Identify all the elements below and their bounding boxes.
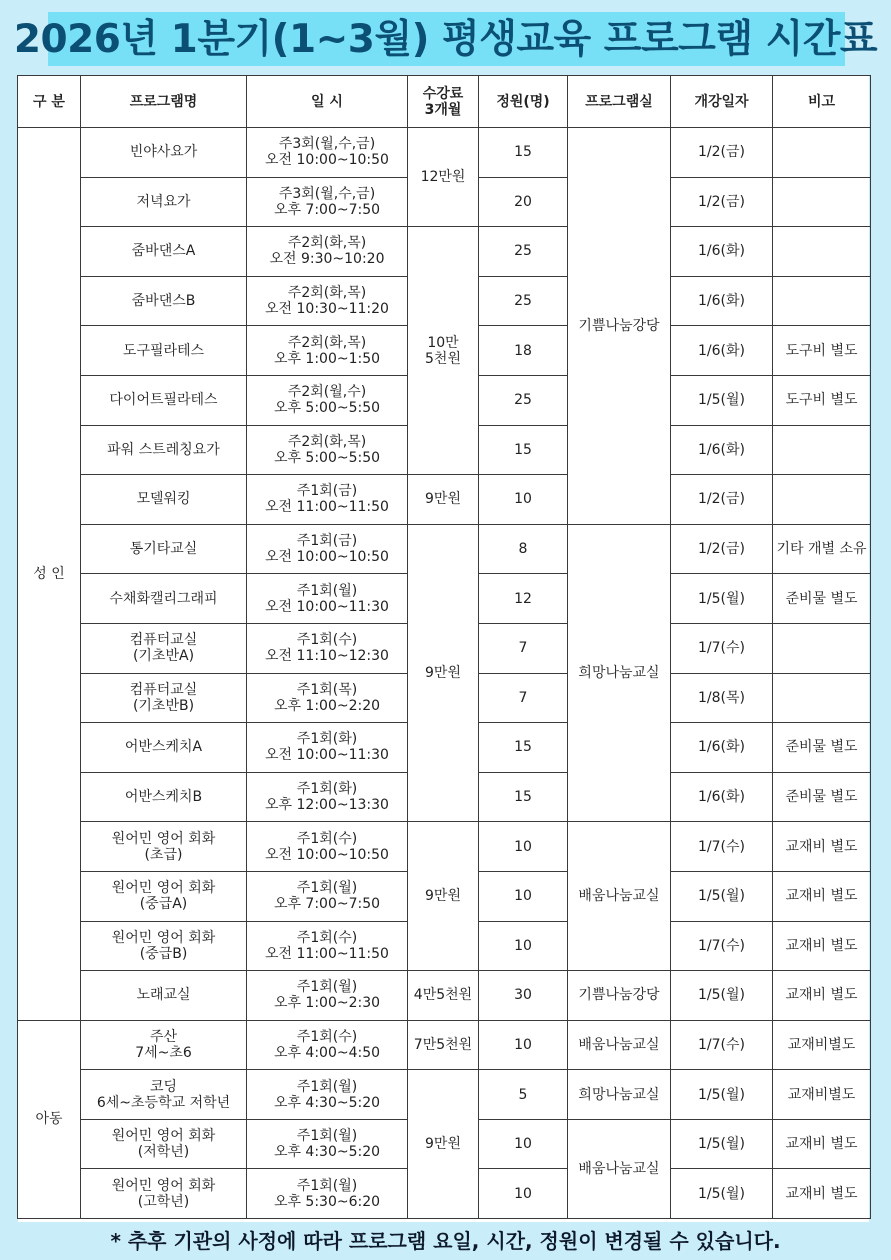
fee-cell: 7만5천원 — [408, 1020, 479, 1070]
schedule-cell — [247, 276, 408, 326]
note-cell: 도구비 별도 — [773, 375, 871, 425]
header-schedule: 일 시 — [247, 76, 408, 128]
capacity-cell: 7 — [479, 623, 568, 673]
note-cell — [773, 623, 871, 673]
capacity-cell: 10 — [479, 1169, 568, 1219]
note-cell: 교재비별도 — [773, 1020, 871, 1070]
header-program: 프로그램명 — [81, 76, 247, 128]
fee-cell: 9만원 — [408, 524, 479, 822]
schedule-cell — [247, 822, 408, 872]
footer-note: * 추후 기관의 사정에 따라 프로그램 요일, 시간, 정원이 변경될 수 있습니다. — [110, 1229, 781, 1253]
room-cell: 배움나눔교실 — [568, 822, 671, 971]
program-name: 도구필라테스 — [122, 342, 205, 359]
schedule-days: 주1회(월) — [296, 979, 358, 996]
schedule-days: 주1회(월) — [296, 1128, 358, 1145]
capacity-cell: 15 — [479, 128, 568, 178]
capacity-cell: 25 — [479, 227, 568, 277]
fee-cell: 9만원 — [408, 475, 479, 525]
capacity-cell: 10 — [479, 822, 568, 872]
room-cell: 배움나눔교실 — [568, 1020, 671, 1070]
table-row — [18, 524, 871, 574]
schedule-time: 오전 11:10~12:30 — [265, 648, 389, 665]
program-name-cell — [81, 574, 247, 624]
schedule-days: 주1회(월) — [296, 582, 358, 599]
program-name: 줌바댄스A — [131, 243, 196, 260]
capacity-cell: 10 — [479, 1119, 568, 1169]
program-name: 원어민 영어 회화 — [111, 880, 216, 897]
program-name-cell — [81, 177, 247, 227]
schedule-cell — [247, 1070, 408, 1120]
header-fee — [408, 76, 479, 128]
schedule-days: 주1회(금) — [296, 483, 358, 500]
schedule-days: 주1회(화) — [296, 731, 358, 748]
program-name-cell — [81, 1070, 247, 1120]
schedule-days: 주1회(수) — [296, 1028, 358, 1045]
schedule-time: 오후 12:00~13:30 — [265, 797, 389, 814]
table-row — [18, 1070, 871, 1120]
schedule-time: 오후 1:00~2:20 — [273, 697, 381, 714]
start-date-cell: 1/2(금) — [671, 524, 773, 574]
table-row — [18, 822, 871, 872]
program-name-cell — [81, 326, 247, 376]
program-name-sub: (초급) — [144, 846, 183, 863]
note-cell: 교재비 별도 — [773, 1169, 871, 1219]
schedule-time: 오후 1:00~2:30 — [273, 995, 381, 1012]
room-cell: 기쁨나눔강당 — [568, 128, 671, 525]
schedule-days: 주3회(월,수,금) — [278, 185, 376, 202]
capacity-cell: 7 — [479, 673, 568, 723]
header-fee-line2: 3개월 — [424, 101, 462, 118]
start-date-cell: 1/7(수) — [671, 623, 773, 673]
program-name-cell — [81, 1169, 247, 1219]
fee-cell — [408, 227, 479, 475]
room-cell: 배움나눔교실 — [568, 1119, 671, 1218]
fee-line1: 10만 — [427, 334, 459, 351]
program-name-sub: (중급A) — [139, 896, 188, 913]
start-date-cell: 1/8(목) — [671, 673, 773, 723]
program-name: 주산 — [149, 1028, 178, 1045]
capacity-cell: 10 — [479, 871, 568, 921]
capacity-cell: 18 — [479, 326, 568, 376]
schedule-cell — [247, 921, 408, 971]
schedule-cell — [247, 425, 408, 475]
start-date-cell: 1/7(수) — [671, 822, 773, 872]
start-date-cell: 1/6(화) — [671, 723, 773, 773]
capacity-cell: 5 — [479, 1070, 568, 1120]
capacity-cell: 15 — [479, 425, 568, 475]
program-name-cell — [81, 971, 247, 1021]
program-name: 원어민 영어 회화 — [111, 830, 216, 847]
start-date-cell: 1/6(화) — [671, 276, 773, 326]
schedule-time: 오후 7:00~7:50 — [273, 896, 381, 913]
schedule-cell — [247, 772, 408, 822]
program-name: 통기타교실 — [129, 541, 198, 558]
capacity-cell: 12 — [479, 574, 568, 624]
fee-cell: 4만5천원 — [408, 971, 479, 1021]
schedule-days: 주1회(수) — [296, 632, 358, 649]
room-cell: 기쁨나눔강당 — [568, 971, 671, 1021]
note-cell — [773, 227, 871, 277]
schedule-cell — [247, 375, 408, 425]
program-name: 원어민 영어 회화 — [111, 929, 216, 946]
note-cell: 교재비 별도 — [773, 971, 871, 1021]
start-date-cell: 1/5(월) — [671, 574, 773, 624]
schedule-days: 주1회(수) — [296, 929, 358, 946]
schedule-time: 오후 7:00~7:50 — [273, 201, 381, 218]
program-name-cell — [81, 772, 247, 822]
note-cell — [773, 276, 871, 326]
note-cell — [773, 673, 871, 723]
program-name-cell — [81, 1119, 247, 1169]
program-name-cell — [81, 673, 247, 723]
table-row — [18, 128, 871, 178]
program-name: 원어민 영어 회화 — [111, 1177, 216, 1194]
capacity-cell: 10 — [479, 475, 568, 525]
program-name: 컴퓨터교실 — [129, 681, 198, 698]
program-name-cell — [81, 871, 247, 921]
capacity-cell: 15 — [479, 772, 568, 822]
start-date-cell: 1/6(화) — [671, 227, 773, 277]
program-name: 어반스케치A — [124, 739, 203, 756]
schedule-table — [17, 75, 871, 1219]
program-name: 줌바댄스B — [131, 293, 196, 310]
program-name: 원어민 영어 회화 — [111, 1128, 216, 1145]
program-name-sub: (고학년) — [137, 1193, 190, 1210]
start-date-cell: 1/5(월) — [671, 871, 773, 921]
page-title: 2026년 1분기(1~3월) 평생교육 프로그램 시간표 — [13, 17, 878, 62]
schedule-cell — [247, 227, 408, 277]
start-date-cell: 1/7(수) — [671, 921, 773, 971]
program-name: 파워 스트레칭요가 — [107, 441, 220, 458]
program-name-sub: (기초반A) — [132, 648, 195, 665]
note-cell: 교재비 별도 — [773, 822, 871, 872]
schedule-days: 주1회(금) — [296, 533, 358, 550]
schedule-cell — [247, 1020, 408, 1070]
program-name-sub: (저학년) — [137, 1144, 190, 1161]
program-name-cell — [81, 822, 247, 872]
schedule-time: 오전 10:30~11:20 — [265, 301, 389, 318]
note-cell: 도구비 별도 — [773, 326, 871, 376]
header-start: 개강일자 — [671, 76, 773, 128]
schedule-days: 주3회(월,수,금) — [278, 136, 376, 153]
schedule-time: 오후 5:00~5:50 — [273, 449, 381, 466]
program-name-cell — [81, 921, 247, 971]
schedule-cell — [247, 574, 408, 624]
program-name: 빈야사요가 — [129, 144, 198, 161]
schedule-days: 주1회(월) — [296, 1177, 358, 1194]
schedule-time: 오전 9:30~10:20 — [269, 251, 385, 268]
start-date-cell: 1/2(금) — [671, 128, 773, 178]
schedule-cell — [247, 971, 408, 1021]
schedule-cell — [247, 1119, 408, 1169]
schedule-time: 오후 5:00~5:50 — [273, 400, 381, 417]
note-cell: 교재비 별도 — [773, 871, 871, 921]
room-cell: 희망나눔교실 — [568, 524, 671, 822]
start-date-cell: 1/5(월) — [671, 1169, 773, 1219]
fee-cell: 12만원 — [408, 128, 479, 227]
program-name: 모델워킹 — [136, 491, 191, 508]
program-name: 코딩 — [149, 1078, 178, 1095]
category-cell: 성 인 — [18, 128, 81, 1021]
schedule-cell — [247, 177, 408, 227]
schedule-days: 주2회(화,목) — [287, 334, 367, 351]
schedule-cell — [247, 524, 408, 574]
schedule-time: 오후 4:30~5:20 — [273, 1094, 381, 1111]
header-note: 비고 — [773, 76, 871, 128]
program-name-sub: 7세~초6 — [135, 1044, 192, 1061]
schedule-time: 오전 10:00~10:50 — [265, 846, 389, 863]
start-date-cell: 1/5(월) — [671, 375, 773, 425]
program-name-cell — [81, 425, 247, 475]
program-name-cell — [81, 723, 247, 773]
fee-cell: 9만원 — [408, 1070, 479, 1219]
start-date-cell: 1/6(화) — [671, 326, 773, 376]
note-cell: 준비물 별도 — [773, 772, 871, 822]
schedule-time: 오후 4:30~5:20 — [273, 1144, 381, 1161]
schedule-days: 주1회(수) — [296, 830, 358, 847]
program-name-cell — [81, 375, 247, 425]
schedule-time: 오전 10:00~10:50 — [265, 152, 389, 169]
program-name-cell — [81, 475, 247, 525]
table-row — [18, 227, 871, 277]
schedule-days: 주2회(화,목) — [287, 285, 367, 302]
schedule-days: 주1회(월) — [296, 1078, 358, 1095]
schedule-time: 오후 1:00~1:50 — [273, 350, 381, 367]
program-name-cell — [81, 276, 247, 326]
start-date-cell: 1/2(금) — [671, 475, 773, 525]
schedule-days: 주2회(화,목) — [287, 235, 367, 252]
schedule-cell — [247, 1169, 408, 1219]
category-cell: 아동 — [18, 1020, 81, 1218]
note-cell: 기타 개별 소유 — [773, 524, 871, 574]
note-cell: 교재비 별도 — [773, 1119, 871, 1169]
program-name: 노래교실 — [136, 987, 191, 1004]
schedule-time: 오전 11:00~11:50 — [265, 945, 389, 962]
program-name-sub: (기초반B) — [132, 697, 195, 714]
room-cell: 희망나눔교실 — [568, 1070, 671, 1120]
start-date-cell: 1/7(수) — [671, 1020, 773, 1070]
start-date-cell: 1/2(금) — [671, 177, 773, 227]
header-capacity: 정원(명) — [479, 76, 568, 128]
fee-line2: 5천원 — [425, 350, 461, 367]
schedule-days: 주1회(목) — [296, 681, 358, 698]
schedule-cell — [247, 475, 408, 525]
capacity-cell: 15 — [479, 723, 568, 773]
schedule-cell — [247, 128, 408, 178]
schedule-time: 오전 11:00~11:50 — [265, 499, 389, 516]
program-name: 어반스케치B — [124, 789, 203, 806]
capacity-cell: 25 — [479, 375, 568, 425]
program-name-sub: 6세~초등학교 저학년 — [96, 1094, 231, 1111]
schedule-time: 오후 4:00~4:50 — [273, 1044, 381, 1061]
table-row — [18, 971, 871, 1021]
capacity-cell: 8 — [479, 524, 568, 574]
start-date-cell: 1/5(월) — [671, 1119, 773, 1169]
fee-cell: 9만원 — [408, 822, 479, 971]
schedule-days: 주2회(월,수) — [287, 384, 367, 401]
schedule-days: 주2회(화,목) — [287, 433, 367, 450]
header-fee-line1: 수강료 — [422, 85, 464, 102]
program-name-cell — [81, 227, 247, 277]
capacity-cell: 30 — [479, 971, 568, 1021]
schedule-cell — [247, 326, 408, 376]
start-date-cell: 1/6(화) — [671, 425, 773, 475]
note-cell — [773, 177, 871, 227]
note-cell — [773, 475, 871, 525]
capacity-cell: 10 — [479, 1020, 568, 1070]
program-name-cell — [81, 623, 247, 673]
header-room: 프로그램실 — [568, 76, 671, 128]
program-name-sub: (중급B) — [139, 945, 188, 962]
program-name: 컴퓨터교실 — [129, 632, 198, 649]
capacity-cell: 20 — [479, 177, 568, 227]
schedule-time: 오전 10:00~11:30 — [265, 598, 389, 615]
schedule-cell — [247, 673, 408, 723]
table-row — [18, 1020, 871, 1070]
note-cell: 준비물 별도 — [773, 723, 871, 773]
table-row — [18, 475, 871, 525]
capacity-cell: 10 — [479, 921, 568, 971]
schedule-cell — [247, 871, 408, 921]
schedule-time: 오후 5:30~6:20 — [273, 1193, 381, 1210]
capacity-cell: 25 — [479, 276, 568, 326]
start-date-cell: 1/5(월) — [671, 1070, 773, 1120]
schedule-cell — [247, 623, 408, 673]
note-cell: 교재비별도 — [773, 1070, 871, 1120]
schedule-cell — [247, 723, 408, 773]
program-name: 저녁요가 — [136, 193, 191, 210]
program-name-cell — [81, 1020, 247, 1070]
program-name-cell — [81, 524, 247, 574]
header-category: 구 분 — [18, 76, 81, 128]
program-name: 수채화캘리그래피 — [109, 590, 218, 607]
program-name: 다이어트필라테스 — [109, 392, 218, 409]
schedule-time: 오전 10:00~10:50 — [265, 549, 389, 566]
header-row — [18, 76, 871, 128]
schedule-time: 오전 10:00~11:30 — [265, 747, 389, 764]
schedule-days: 주1회(화) — [296, 781, 358, 798]
start-date-cell: 1/6(화) — [671, 772, 773, 822]
note-cell — [773, 425, 871, 475]
table-body — [18, 128, 871, 1219]
program-name-cell — [81, 128, 247, 178]
start-date-cell: 1/5(월) — [671, 971, 773, 1021]
note-cell: 교재비 별도 — [773, 921, 871, 971]
note-cell: 준비물 별도 — [773, 574, 871, 624]
note-cell — [773, 128, 871, 178]
schedule-days: 주1회(월) — [296, 880, 358, 897]
